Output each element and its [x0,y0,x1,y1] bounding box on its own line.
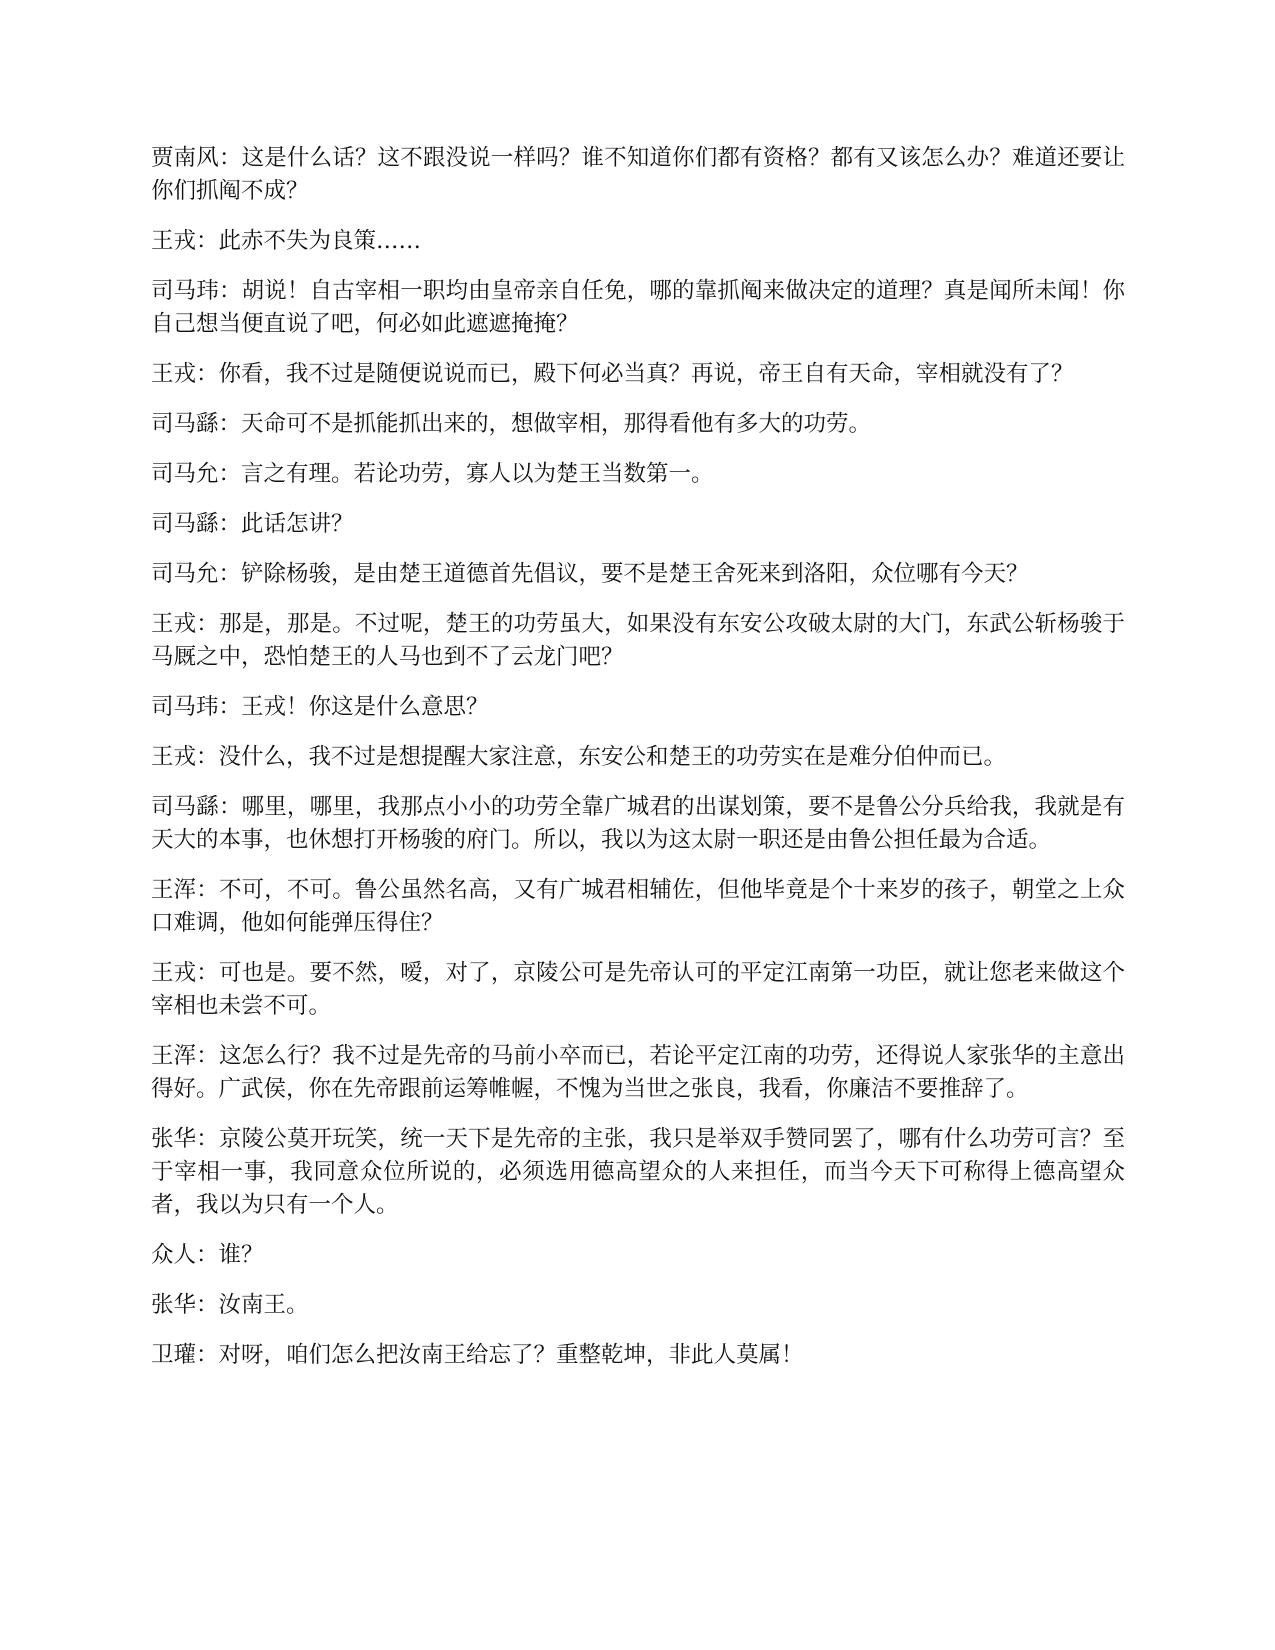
dialogue-paragraph: 王戎：你看，我不过是随便说说而已，殿下何必当真？再说，帝王自有天命，宰相就没有了？ [151,361,1074,387]
dialogue-paragraph: 司马允：言之有理。若论功劳，寡人以为楚王当数第一。 [151,461,714,487]
dialogue-paragraph: 司马玮：胡说！自古宰相一职均由皇帝亲自任免，哪的靠抓阄来做决定的道理？真是闻所未闻！你自己想当便直说了吧，何必如此遮遮掩掩？ [151,278,1125,337]
dialogue-paragraph: 王戎：可也是。要不然，嗳，对了，京陵公可是先帝认可的平定江南第一功臣，就让您老来做这个宰相也未尝不可。 [151,960,1125,1019]
dialogue-paragraph: 司马繇：此话怎讲？ [151,511,354,537]
dialogue-paragraph: 张华：汝南王。 [151,1292,309,1318]
dialogue-paragraph: 张华：京陵公莫开玩笑，统一天下是先帝的主张，我只是举双手赞同罢了，哪有什么功劳可言？至于宰相一事，我同意众位所说的，必须选用德高望众的人来担任，而当今天下可称得上德高望众者，我以为只有一个人。 [151,1126,1125,1218]
dialogue-paragraph: 王戎：那是，那是。不过呢，楚王的功劳虽大，如果没有东安公攻破太尉的大门，东武公斩杨骏于马厩之中，恐怕楚王的人马也到不了云龙门吧？ [151,611,1125,670]
dialogue-paragraph: 司马允：铲除杨骏，是由楚王道德首先倡议，要不是楚王舍死来到洛阳，众位哪有今天？ [151,561,1029,587]
dialogue-paragraph: 王戎：此赤不失为良策…… [151,228,422,254]
dialogue-paragraph: 众人：谁？ [151,1242,264,1268]
dialogue-paragraph: 王戎：没什么，我不过是想提醒大家注意，东安公和楚王的功劳实在是难分伯仲而已。 [151,744,1007,770]
dialogue-paragraph: 司马繇：天命可不是抓能抓出来的，想做宰相，那得看他有多大的功劳。 [151,411,872,437]
dialogue-paragraph: 卫瓘：对呀，咱们怎么把汝南王给忘了？重整乾坤，非此人莫属！ [151,1342,804,1368]
dialogue-paragraph: 王浑：这怎么行？我不过是先帝的马前小卒而已，若论平定江南的功劳，还得说人家张华的主意出得好。广武侯，你在先帝跟前运筹帷幄，不愧为当世之张良，我看，你廉洁不要推辞了。 [151,1043,1125,1102]
dialogue-paragraph: 贾南风：这是什么话？这不跟没说一样吗？谁不知道你们都有资格？都有又该怎么办？难道还要让你们抓阄不成？ [151,145,1125,204]
document-page [151,142,1125,1389]
dialogue-paragraph: 司马玮：王戎！你这是什么意思？ [151,694,489,720]
dialogue-paragraph: 司马繇：哪里，哪里，我那点小小的功劳全靠广城君的出谋划策，要不是鲁公分兵给我，我就是有天大的本事，也休想打开杨骏的府门。所以，我以为这太尉一职还是由鲁公担任最为合适。 [151,794,1125,853]
dialogue-paragraph: 王浑：不可，不可。鲁公虽然名高，又有广城君相辅佐，但他毕竟是个十来岁的孩子，朝堂之上众口难调，他如何能弹压得住？ [151,877,1125,936]
